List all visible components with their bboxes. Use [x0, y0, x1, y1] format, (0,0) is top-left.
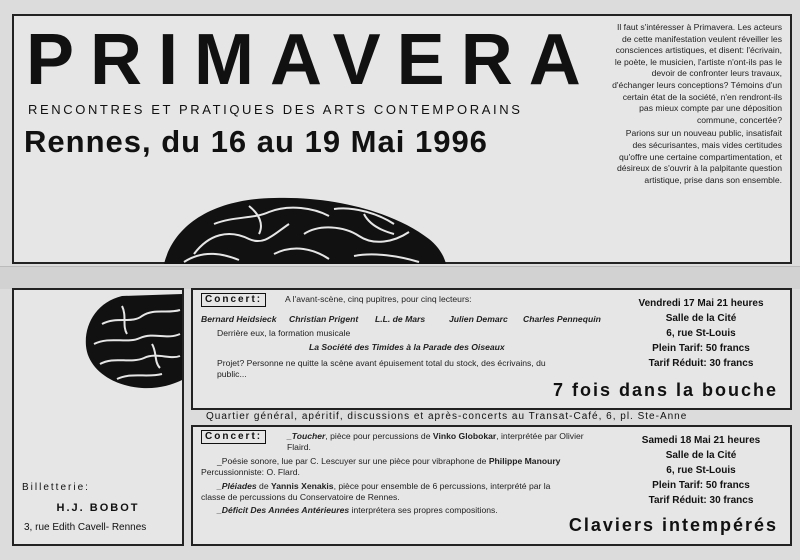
full-price: Plein Tarif: 50 francs [652, 343, 750, 354]
ensemble-name: La Société des Timides à la Parade des Oiseaux [309, 342, 505, 352]
fold-separator [0, 266, 800, 289]
brain-illustration [82, 294, 182, 390]
work-text: interprétera ses propres compositions. [349, 505, 498, 515]
concert-venue: Salle de la Cité [665, 450, 737, 461]
concert-date: Vendredi 17 Mai 21 heures [638, 298, 764, 309]
concert-title: Claviers intempérés [568, 515, 778, 535]
concert-description: Projet? Personne ne quitte la scène avant épuisement total du stock, des écrivains, du [217, 358, 546, 368]
full-price: Plein Tarif: 50 francs [652, 480, 750, 491]
performer: Percussionniste: O. Flard. [201, 467, 300, 477]
work-text: , pièce pour percussions de [325, 431, 433, 441]
concert-street: 6, rue St-Louis [666, 328, 736, 339]
concert-panel [191, 288, 792, 410]
concert-tag: Concert: [201, 430, 266, 444]
program-item [217, 456, 560, 467]
concert-info [609, 433, 793, 508]
concert-tag: Concert: [201, 293, 266, 307]
reader-name: Charles Pennequin [523, 314, 601, 324]
intro-paragraph: Parions sur un nouveau public, insatisfait des sécurisantes, mais vides certitudes qu'offre une certaine compartimentation, et désireux de s'ouvrir à la palpitante question artistique, prise dans son ensemble. [616, 128, 782, 185]
reader-name: Bernard Heidsieck [201, 314, 277, 324]
concert-date: Samedi 18 Mai 21 heures [641, 435, 761, 446]
program-item [217, 505, 498, 516]
brain-illustration [154, 194, 454, 264]
ticket-office-name: H.J. BOBOT [56, 502, 140, 514]
concert-intro: A l'avant-scène, cinq pupitres, pour cinq lecteurs: [285, 294, 472, 304]
reduced-price: Tarif Réduit: 30 francs [648, 358, 754, 369]
composer-name: Yannis Xenakis [271, 481, 334, 491]
subtitle: RENCONTRES ET PRATIQUES DES ARTS CONTEMPORAINS [28, 102, 523, 117]
ticket-office-address: 3, rue Edith Cavell- Rennes [24, 522, 147, 533]
intro-text [612, 22, 782, 188]
concert-venue: Salle de la Cité [665, 313, 737, 324]
reader-name: L.L. de Mars [375, 314, 426, 324]
intro-paragraph: Il faut s'intéresser à Primavera. Les acteurs de cette manifestation veulent réveiller les consciences artistiques, et disent: l'écrivain, le poète, le musicien, l'artiste n'ont-ils pas le devoir de confronter leurs travaux, d'échanger leurs conceptions? Témoins d'un certain état de la société, n'en rendront-ils pas mieux compte par une déposition commune, concertée? [612, 22, 782, 125]
work-title: _Déficit Des Années Antérieures [217, 505, 350, 515]
composer-name: Vinko Globokar [432, 431, 497, 441]
page-title: PRIMAVERA [26, 20, 597, 100]
concert-info [609, 296, 793, 371]
ticket-office-panel [12, 288, 184, 546]
program-item [287, 431, 584, 442]
ticket-office-label: Billetterie: [22, 482, 90, 493]
concert-panel [191, 425, 792, 546]
work-title: _Pléiades [217, 481, 257, 491]
composer-name: Philippe Manoury [488, 456, 561, 466]
reader-name: Christian Prigent [289, 314, 359, 324]
headquarters-note: Quartier général, apéritif, discussions et après-concerts au Transat-Café, 6, pl. Ste-Anne [206, 411, 688, 422]
concert-title: 7 fois dans la bouche [552, 380, 778, 400]
reduced-price: Tarif Réduit: 30 francs [648, 495, 754, 506]
poster-header [12, 14, 792, 264]
work-text: _Poésie sonore, lue par C. Lescuyer sur une pièce pour vibraphone de [217, 456, 489, 466]
concert-description: public... [217, 369, 247, 379]
work-title: _Toucher [287, 431, 326, 441]
concert-street: 6, rue St-Louis [666, 465, 736, 476]
ensemble-intro: Derrière eux, la formation musicale [217, 328, 351, 338]
performer: classe de percussions du Conservatoire de Rennes. [201, 492, 400, 502]
work-text: de [256, 481, 271, 491]
performer: Flaird. [287, 442, 311, 452]
program-item [217, 481, 550, 492]
event-dates: Rennes, du 16 au 19 Mai 1996 [24, 124, 488, 159]
work-text: , interprétée par Olivier [496, 431, 584, 441]
work-text: , pièce pour ensemble de 6 percussions, interprété par la [333, 481, 551, 491]
reader-name: Julien Demarc [449, 314, 508, 324]
